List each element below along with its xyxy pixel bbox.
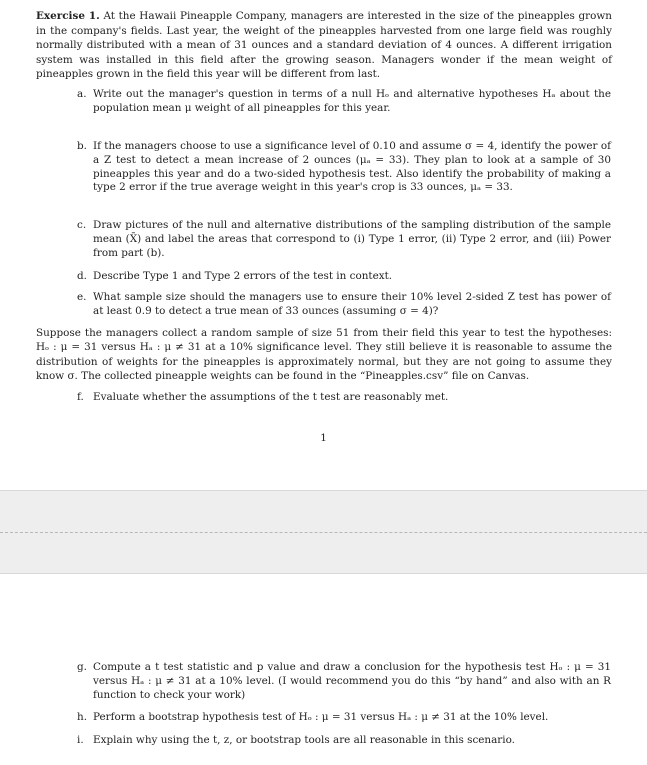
part-label: c. <box>77 219 87 231</box>
list-item-part-e <box>77 291 611 319</box>
part-label: f. <box>77 391 84 403</box>
part-label: d. <box>77 270 87 282</box>
exercise-heading: Exercise 1. <box>36 10 100 22</box>
part-text: Perform a bootstrap hypothesis test of Hₒ : μ = 31 versus Hₐ : μ ≠ 31 at the 10% level. <box>93 711 549 723</box>
part-text: Explain why using the t, z, or bootstrap tools are all reasonable in this scenario. <box>93 734 515 746</box>
page-number: 1 <box>320 432 327 444</box>
list-item-part-d <box>77 270 611 284</box>
part-text: Compute a t test statistic and p value and draw a conclusion for the hypothesis test Hₒ : μ = 31 versus Hₐ : μ ≠ 31 at a 10% level. (I would recommend you do this “by hand” and also with an R function to check your work) <box>93 661 611 701</box>
document-page-2 <box>0 574 647 765</box>
exercise-intro-paragraph <box>36 9 612 82</box>
part-text: Evaluate whether the assumptions of the t test are reasonably met. <box>93 391 449 403</box>
part-text: Write out the manager's question in terms of a null Hₒ and alternative hypotheses Hₐ about the population mean μ weight of all pineapples for this year. <box>93 88 611 114</box>
list-item-part-g <box>77 661 611 702</box>
part-label: b. <box>77 140 87 152</box>
part-text: If the managers choose to use a significance level of 0.10 and assume σ = 4, identify the power of a Z test to detect a mean increase of 2 ounces (μₐ = 33). They plan to look at a sample of 30 pineapples this year and do a two-sided hypothesis test. Also identify the probability of making a type 2 error if the true average weight in this year's crop is 33 ounces, μₐ = 33. <box>93 140 611 194</box>
part-label: a. <box>77 88 87 100</box>
list-item-part-f <box>77 391 611 405</box>
list-item-part-i <box>77 734 611 748</box>
part-label: h. <box>77 711 87 723</box>
part-text: What sample size should the managers use to ensure their 10% level 2-sided Z test has power of at least 0.9 to detect a true mean of 33 ounces (assuming σ = 4)? <box>93 291 611 317</box>
list-item-part-a <box>77 88 611 116</box>
exercise-intro-text: At the Hawaii Pineapple Company, managers are interested in the size of the pineapples grown in the company's fields. Last year, the weight of the pineapples harvested from one large field was roughly normally distributed with a mean of 31 ounces and a standard deviation of 4 ounces. A different irrigation system was installed in this field after the growing season. Managers wonder if the mean weight of pineapples grown in the field this year will be different from last. <box>36 10 612 81</box>
middle-paragraph: Suppose the managers collect a random sample of size 51 from their field this year to test the hypotheses: Hₒ : μ = 31 versus Hₐ : μ ≠ 31 at a 10% significance level. They still believe it is reasonable to assume the distribution of weights for the pineapples is approximately normal, but they are not going to assume they know σ. The collected pineapple weights can be found in the “Pineapples.csv” file on Canvas. <box>36 327 612 383</box>
page-break-gap <box>0 490 647 574</box>
part-text: Describe Type 1 and Type 2 errors of the test in context. <box>93 270 393 282</box>
list-item-part-b <box>77 140 611 195</box>
part-label: e. <box>77 291 87 303</box>
page-break-divider <box>0 532 647 533</box>
part-text: Draw pictures of the null and alternative distributions of the sampling distribution of the sample mean (X̄) and label the areas that correspond to (i) Type 1 error, (ii) Type 2 error, and (iii) Power from part (b). <box>93 219 611 259</box>
part-label: i. <box>77 734 84 746</box>
list-item-part-c <box>77 219 611 260</box>
list-item-part-h <box>77 711 611 725</box>
part-label: g. <box>77 661 87 673</box>
